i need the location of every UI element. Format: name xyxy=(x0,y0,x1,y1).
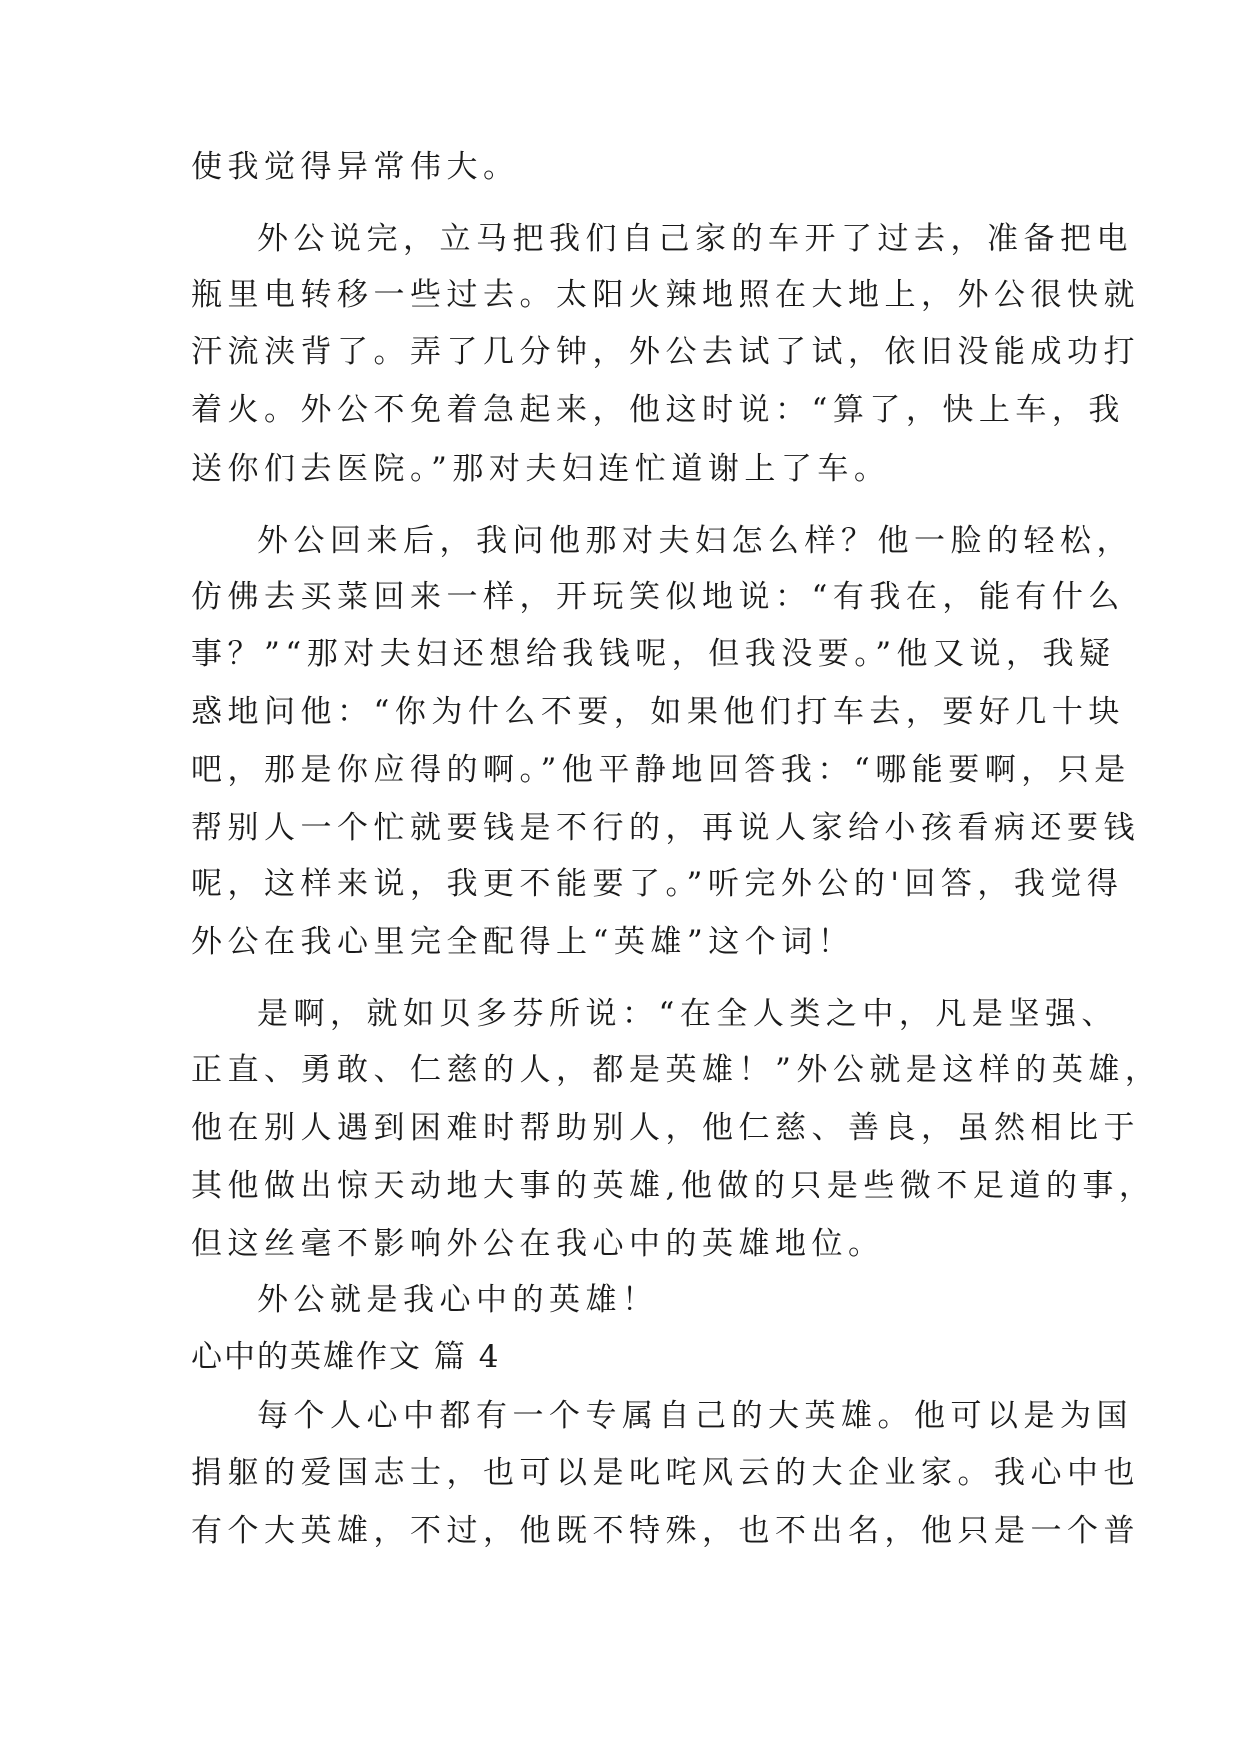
text-line: 外公就是我心中的英雄！ xyxy=(257,1282,659,1318)
text-line: 汗流浃背了。弄了几分钟，外公去试了试，依旧没能成功打 xyxy=(191,334,1140,370)
text-line: 仿佛去买菜回来一样，开玩笑似地说：“有我在，能有什么 xyxy=(191,579,1125,615)
text-line: 但这丝毫不影响外公在我心中的英雄地位。 xyxy=(191,1226,885,1262)
text-line: 外公在我心里完全配得上“英雄”这个词！ xyxy=(191,924,855,960)
text-line: 吧，那是你应得的啊。”他平静地回答我：“哪能要啊，只是 xyxy=(191,752,1131,788)
text-line: 有个大英雄，不过，他既不特殊，也不出名，他只是一个普 xyxy=(191,1513,1140,1549)
text-line: 每个人心中都有一个专属自己的大英雄。他可以是为国 xyxy=(257,1398,1133,1434)
text-line: 正直、勇敢、仁慈的人，都是英雄！”外公就是这样的英雄， xyxy=(191,1052,1162,1088)
text-line: 惑地问他：“你为什么不要，如果他们打车去，要好几十块 xyxy=(191,694,1125,730)
text-line: 他在别人遇到困难时帮助别人，他仁慈、善良，虽然相比于 xyxy=(191,1110,1140,1146)
text-line: 其他做出惊天动地大事的英雄,他做的只是些微不足道的事， xyxy=(191,1168,1156,1204)
text-line: 是啊，就如贝多芬所说：“在全人类之中，凡是坚强、 xyxy=(257,996,1118,1032)
text-line: 捐躯的爱国志士，也可以是叱咤风云的大企业家。我心中也 xyxy=(191,1455,1140,1491)
text-line: 着火。外公不免着急起来，他这时说：“算了，快上车，我 xyxy=(191,392,1125,428)
text-line: 送你们去医院。”那对夫妇连忙道谢上了车。 xyxy=(191,451,891,487)
text-line: 使我觉得异常伟大。 xyxy=(191,149,520,185)
text-line: 外公回来后，我问他那对夫妇怎么样？他一脸的轻松， xyxy=(257,523,1133,559)
text-line: 外公说完，立马把我们自己家的车开了过去，准备把电 xyxy=(257,221,1133,257)
text-line: 事？”“那对夫妇还想给我钱呢，但我没要。”他又说，我疑 xyxy=(191,636,1116,672)
text-line: 瓶里电转移一些过去。太阳火辣地照在大地上，外公很快就 xyxy=(191,277,1140,313)
section-heading: 心中的英雄作文 篇 4 xyxy=(191,1339,501,1375)
text-line: 呢，这样来说，我更不能要了。”听完外公的'回答，我觉得 xyxy=(191,866,1124,902)
text-line: 帮别人一个忙就要钱是不行的，再说人家给小孩看病还要钱 xyxy=(191,810,1140,846)
